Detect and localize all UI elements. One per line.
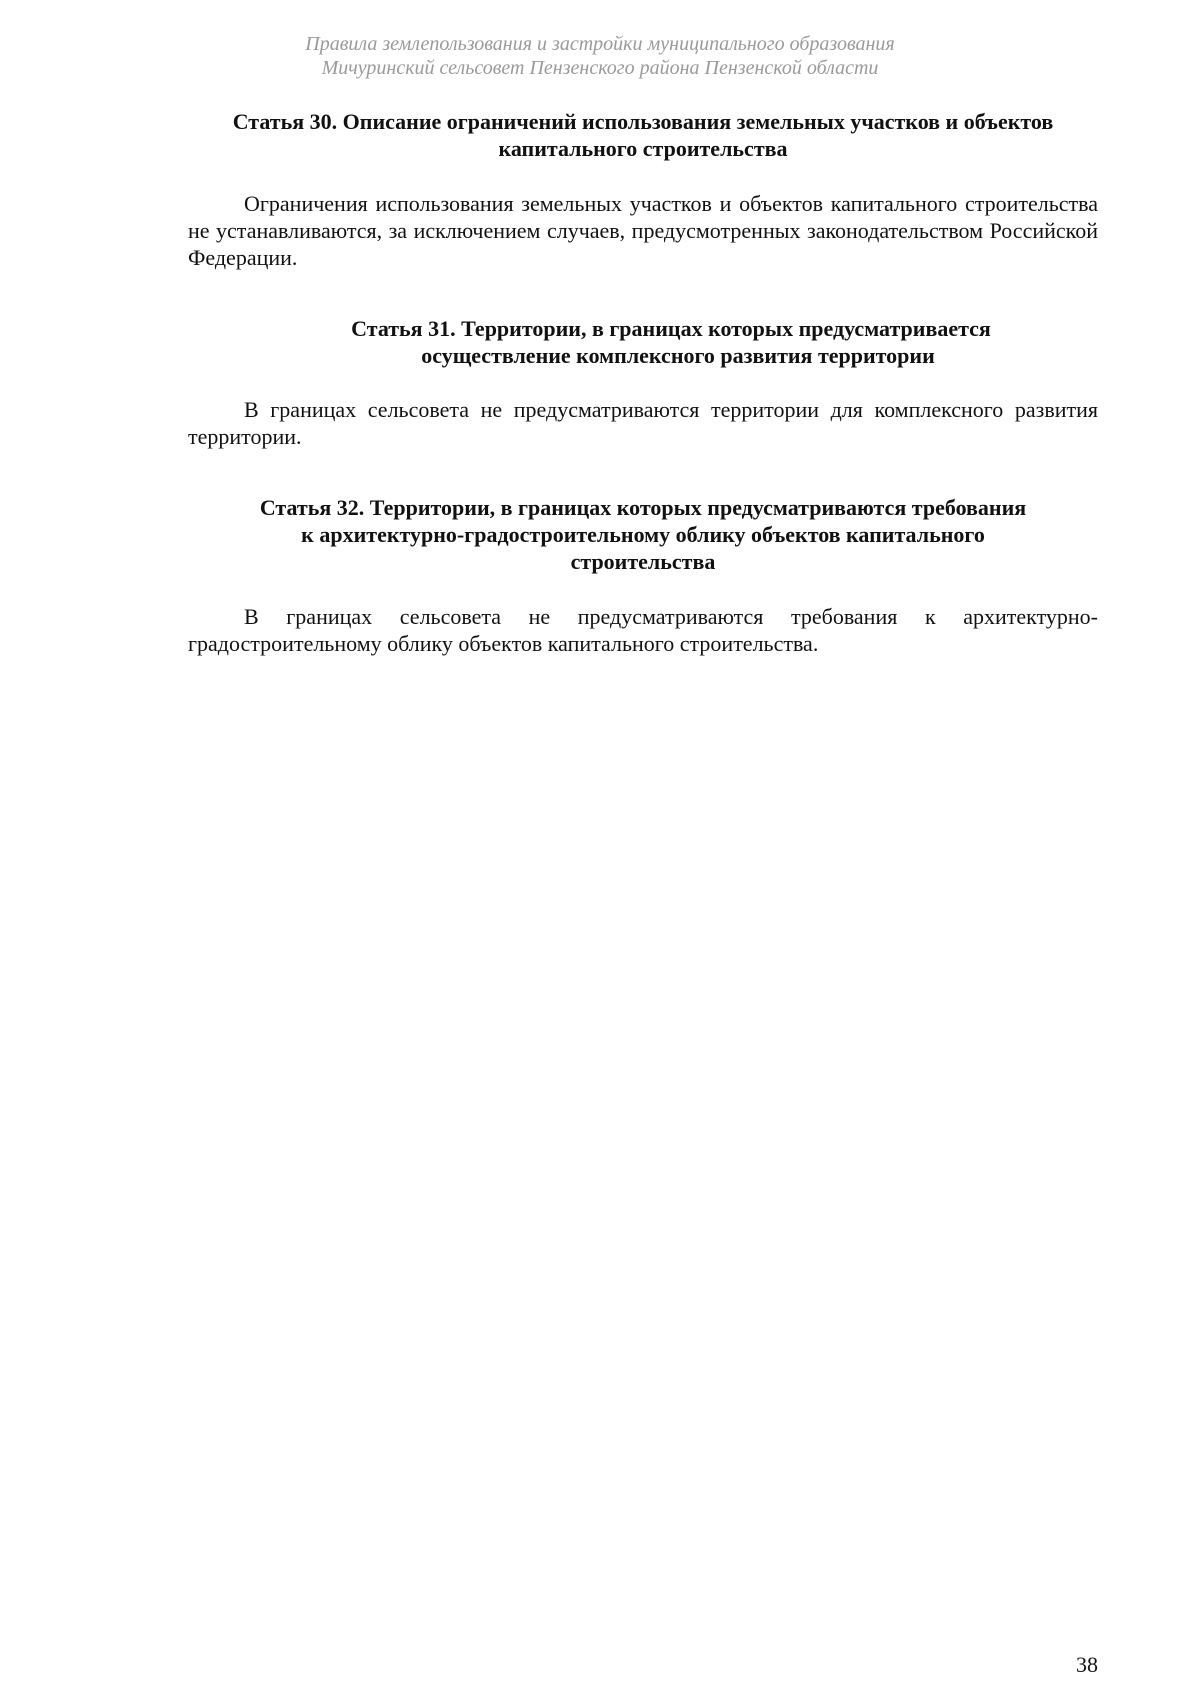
article-32-title <box>188 494 1098 575</box>
article-31-title-line-2: осуществление комплексного развития территории <box>421 343 935 368</box>
article-31-title <box>188 315 1098 369</box>
running-header <box>0 32 1200 80</box>
article-32-title-line-3: строительства <box>570 549 716 574</box>
article-32-title-line-2: к архитектурно-градостроительному облику объектов капитального <box>301 522 985 547</box>
running-header-line-1: Правила землепользования и застройки муниципального образования <box>305 33 895 55</box>
running-header-line-2: Мичуринский сельсовет Пензенского района Пензенской области <box>321 57 879 79</box>
article-30-body: Ограничения использования земельных участков и объектов капитального строительства не устанавливаются, за исключением случаев, предусмотренных законодательством Российской Федерации. <box>188 191 1098 270</box>
article-30-title-line-1: Статья 30. Описание ограничений использования земельных участков и объектов <box>232 109 1054 134</box>
article-32-title-line-1: Статья 32. Территории, в границах которых предусматриваются требования <box>259 495 1027 520</box>
document-content <box>188 108 1098 657</box>
article-32-body: В границах сельсовета не предусматриваются требования к архитектурно-градостроительному облику объектов капитального строительства. <box>188 604 1098 656</box>
page-number: 38 <box>1076 1652 1098 1677</box>
article-30-title-line-2: капитального строительства <box>498 136 788 161</box>
article-31-title-line-1: Статья 31. Территории, в границах которых предусматривается <box>351 316 991 341</box>
article-31-body: В границах сельсовета не предусматриваются территории для комплексного развития территории. <box>188 397 1098 449</box>
article-30-title <box>188 108 1098 162</box>
